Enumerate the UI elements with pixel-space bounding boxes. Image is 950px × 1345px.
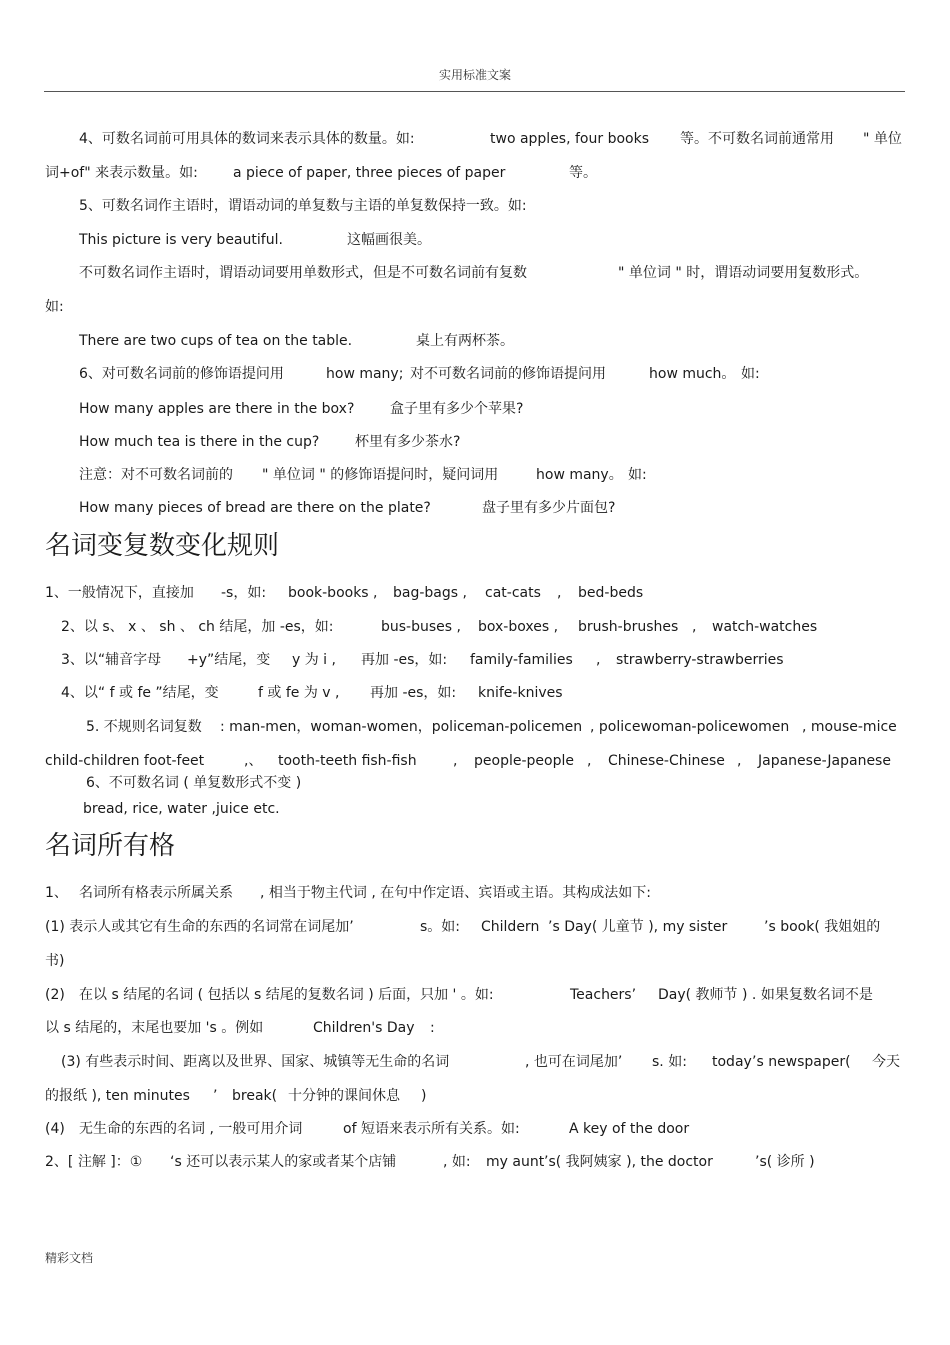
- text-segment: ,、: [244, 753, 263, 769]
- text-segment: how many。: [536, 467, 623, 483]
- text-segment: 等。: [569, 165, 597, 181]
- text-segment: 1、: [45, 885, 68, 901]
- text-segment: 如:: [741, 366, 760, 382]
- page-footer-text: 精彩文档: [45, 1251, 94, 1265]
- text-segment: 不可数名词作主语时，谓语动词要用单数形式，但是不可数名词前有复数: [79, 265, 527, 281]
- text-segment: , mouse-mice: [802, 719, 897, 735]
- text-segment: (1) 表示人或其它有生命的东西的名词常在词尾加’: [45, 919, 354, 935]
- text-segment: 这幅画很美。: [347, 232, 431, 248]
- text-segment: ’s Day( 儿童节 ), my sister: [548, 919, 728, 935]
- text-segment: ,: [737, 753, 742, 769]
- text-segment: (2): [45, 987, 65, 1003]
- text-segment: 再加 -es，如:: [370, 685, 457, 701]
- text-segment: bread, rice, water ,juice etc.: [83, 801, 280, 817]
- text-segment: 2、以 s、 x 、 sh 、 ch 结尾，加 -es，如:: [61, 619, 334, 635]
- text-segment: 6、不可数名词 ( 单复数形式不变 ): [86, 775, 302, 791]
- text-segment: ): [421, 1088, 427, 1104]
- text-segment: , 也可在词尾加’: [525, 1054, 623, 1070]
- text-segment: 1、一般情况下，直接加: [45, 585, 194, 601]
- text-segment: brush-brushes: [578, 619, 679, 635]
- text-segment: Teachers’: [570, 987, 637, 1003]
- text-segment: How many apples are there in the box?: [79, 401, 355, 417]
- text-segment: 盘子里有多少片面包?: [482, 500, 616, 516]
- text-segment: Japanese-Japanese: [758, 753, 891, 769]
- text-segment: my aunt: [486, 1154, 545, 1170]
- text-segment: ’s newspaper(: [752, 1054, 851, 1070]
- text-segment: 4、以“ f 或 fe ”结尾，变: [61, 685, 219, 701]
- text-segment: tooth-teeth fish-fish: [278, 753, 417, 769]
- text-segment: 6、对可数名词前的修饰语提问用: [79, 366, 284, 382]
- text-segment: (3) 有些表示时间、距离以及世界、国家、城镇等无生命的名词: [61, 1054, 450, 1070]
- text-segment: 无生命的东西的名词 , 一般可用介词: [79, 1121, 303, 1137]
- text-segment: ,: [596, 652, 601, 668]
- text-segment: Children's Day: [313, 1020, 415, 1036]
- text-segment: ,: [557, 585, 562, 601]
- text-segment: break(: [232, 1088, 278, 1104]
- text-segment: There are two cups of tea on the table.: [79, 333, 353, 349]
- text-segment: How many pieces of bread are there on the plate?: [79, 500, 431, 516]
- section-heading-plural-rules: 名词变复数变化规则: [45, 531, 280, 561]
- text-segment: ,: [692, 619, 697, 635]
- section-heading-possessive: 名词所有格: [45, 831, 176, 861]
- text-segment: bus-buses ,: [381, 619, 461, 635]
- text-segment: (4): [45, 1121, 65, 1137]
- text-segment: ,: [453, 753, 458, 769]
- text-segment: 4、可数名词前可用具体的数词来表示具体的数量。如:: [79, 131, 415, 147]
- text-segment: f 或 fe 为 v ,: [258, 685, 340, 701]
- text-segment: 名词所有格表示所属关系: [79, 885, 233, 901]
- text-segment: , 相当于物主代词 , 在句中作定语、宾语或主语。其构成法如下:: [260, 885, 651, 901]
- text-segment: : man-men，woman-women，policeman-policemen: [220, 719, 583, 735]
- text-segment: watch-watches: [712, 619, 818, 635]
- page-header-title: 实用标准文案: [438, 68, 511, 82]
- text-segment: cat-cats: [485, 585, 541, 601]
- text-segment: " 单位: [863, 131, 902, 147]
- text-segment: today: [712, 1054, 752, 1070]
- text-segment: 十分钟的课间休息: [288, 1088, 400, 1104]
- text-segment: knife-knives: [478, 685, 563, 701]
- text-segment: 的报纸 ), ten minutes: [45, 1088, 190, 1104]
- text-segment: people-people: [474, 753, 574, 769]
- text-segment: ,: [587, 753, 592, 769]
- text-segment: 2、[ 注解 ]：①: [45, 1154, 143, 1170]
- text-segment: y 为 i ,: [292, 652, 336, 668]
- text-segment: " 单位词 " 的修饰语提问时，疑问词用: [262, 467, 499, 483]
- text-segment: strawberry-strawberries: [616, 652, 784, 668]
- text-segment: 词+of" 来表示数量。如:: [45, 165, 198, 181]
- text-segment: ’s( 我阿姨家 ), the doctor: [544, 1154, 713, 1170]
- text-segment: 桌上有两杯茶。: [416, 333, 514, 349]
- text-segment: 3、以“辅音字母: [61, 652, 162, 668]
- text-segment: 今天: [872, 1054, 900, 1070]
- text-segment: ’: [213, 1088, 218, 1104]
- text-segment: ‘s 还可以表示某人的家或者某个店铺: [170, 1154, 397, 1170]
- text-segment: 对不可数名词前的修饰语提问用: [410, 366, 606, 382]
- text-segment: box-boxes ,: [478, 619, 559, 635]
- text-segment: s. 如:: [652, 1054, 687, 1070]
- text-segment: 书): [45, 953, 65, 969]
- text-segment: family-families: [470, 652, 573, 668]
- text-segment: Childern: [481, 919, 540, 935]
- text-segment: This picture is very beautiful.: [79, 232, 283, 248]
- text-segment: s。如:: [420, 919, 461, 935]
- text-segment: +y”结尾，变: [187, 652, 271, 668]
- text-segment: ’s( 诊所 ): [755, 1154, 815, 1170]
- text-segment: :: [430, 1020, 435, 1036]
- text-segment: 在以 s 结尾的名词 ( 包括以 s 结尾的复数名词 ) 后面，只加 ' 。如:: [79, 987, 494, 1003]
- text-segment: book-books ,: [288, 585, 378, 601]
- text-segment: how much。: [649, 366, 736, 382]
- text-segment: 等。不可数名词前通常用: [680, 131, 834, 147]
- text-segment: bed-beds: [578, 585, 644, 601]
- text-segment: 以 s 结尾的，末尾也要加 's 。例如: [45, 1020, 264, 1036]
- text-segment: bag-bags ,: [393, 585, 467, 601]
- text-segment: " 单位词 " 时，谓语动词要用复数形式。: [618, 265, 869, 281]
- text-segment: Chinese-Chinese: [608, 753, 725, 769]
- text-segment: Day( 教师节 ) . 如果复数名词不是: [658, 987, 873, 1003]
- text-segment: How much tea is there in the cup?: [79, 434, 320, 450]
- text-segment: -s，如:: [221, 585, 267, 601]
- text-segment: A key of the door: [569, 1121, 690, 1137]
- header-divider: [44, 91, 905, 92]
- text-segment: 再加 -es，如:: [361, 652, 448, 668]
- text-segment: 如:: [628, 467, 647, 483]
- text-segment: 如:: [45, 299, 64, 315]
- text-segment: child-children foot-feet: [45, 753, 205, 769]
- text-segment: two apples, four books: [490, 131, 649, 147]
- text-segment: 5、可数名词作主语时，谓语动词的单复数与主语的单复数保持一致。如:: [79, 198, 527, 214]
- text-segment: , 如:: [443, 1154, 471, 1170]
- text-segment: a piece of paper, three pieces of paper: [233, 165, 506, 181]
- text-segment: 注意：对不可数名词前的: [79, 467, 233, 483]
- text-segment: 杯里有多少茶水?: [355, 434, 461, 450]
- text-segment: how many;: [326, 366, 404, 382]
- text-segment: ’s book( 我姐姐的: [764, 919, 881, 935]
- text-segment: 盒子里有多少个苹果?: [390, 401, 524, 417]
- text-segment: of 短语来表示所有关系。如:: [343, 1121, 520, 1137]
- text-segment: 5. 不规则名词复数: [86, 719, 202, 735]
- text-segment: , policewoman-policewomen: [590, 719, 790, 735]
